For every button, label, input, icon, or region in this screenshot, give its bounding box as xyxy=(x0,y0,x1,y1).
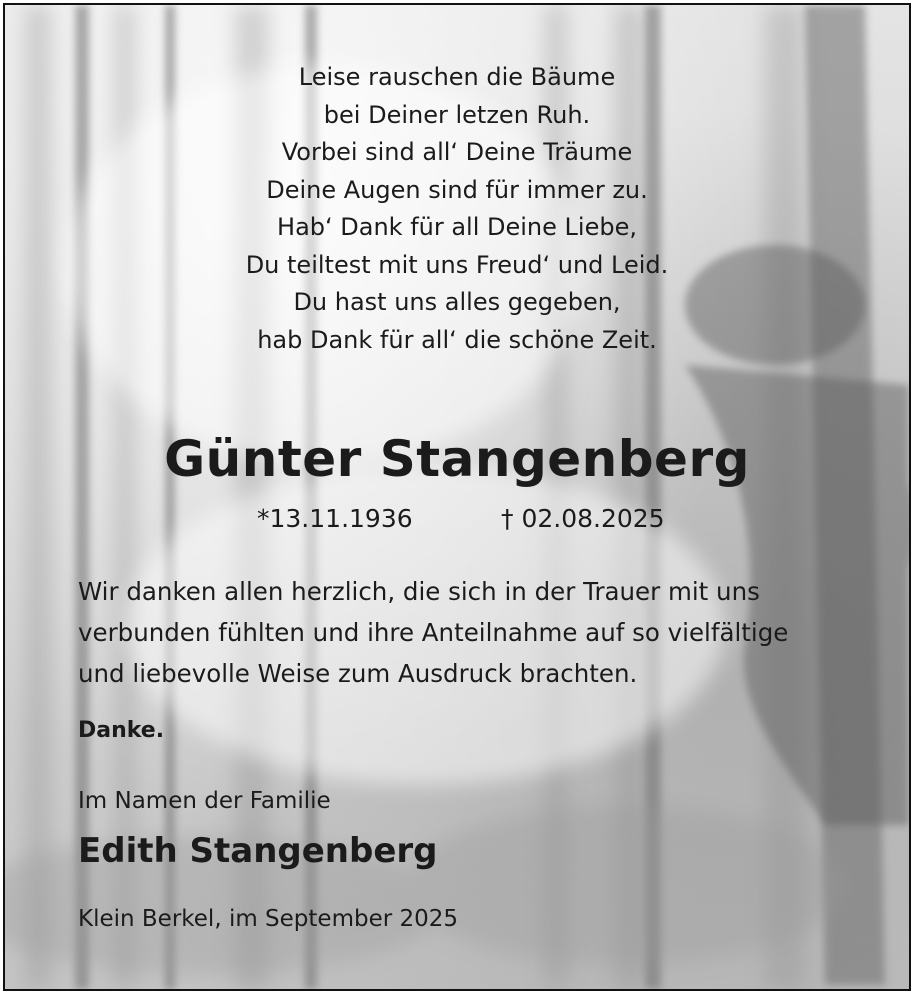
poem-line: hab Dank für all‘ die schöne Zeit. xyxy=(257,325,657,354)
thanks-closing: Danke. xyxy=(78,718,165,743)
poem-line: bei Deiner letzen Ruh. xyxy=(323,100,591,129)
poem-line: Du teiltest mit uns Freud‘ und Leid. xyxy=(245,250,669,279)
place-and-date: Klein Berkel, im September 2025 xyxy=(78,906,459,932)
birth-date: *13.11.1936 xyxy=(257,504,413,533)
thanks-paragraph xyxy=(78,571,878,694)
poem-line: Hab‘ Dank für all Deine Liebe, xyxy=(277,213,637,241)
poem-line: Vorbei sind all‘ Deine Träume xyxy=(281,138,633,166)
death-date: † 02.08.2025 xyxy=(501,504,665,533)
poem xyxy=(5,59,909,359)
obituary-notice xyxy=(3,3,911,991)
poem-line: Du hast uns alles gegeben, xyxy=(293,288,621,316)
signatory-name: Edith Stangenberg xyxy=(78,831,438,871)
thanks-line: Wir danken allen herzlich, die sich in der Trauer mit uns xyxy=(78,577,760,606)
thanks-line: verbunden fühlten und ihre Anteilnahme auf so vielfältige xyxy=(78,618,789,647)
thanks-line: und liebevolle Weise zum Ausdruck brachten. xyxy=(78,659,638,688)
family-intro: Im Namen der Familie xyxy=(78,788,331,814)
poem-line: Leise rauschen die Bäume xyxy=(298,63,616,91)
poem-line: Deine Augen sind für immer zu. xyxy=(266,175,648,204)
deceased-name: Günter Stangenberg xyxy=(164,430,750,488)
